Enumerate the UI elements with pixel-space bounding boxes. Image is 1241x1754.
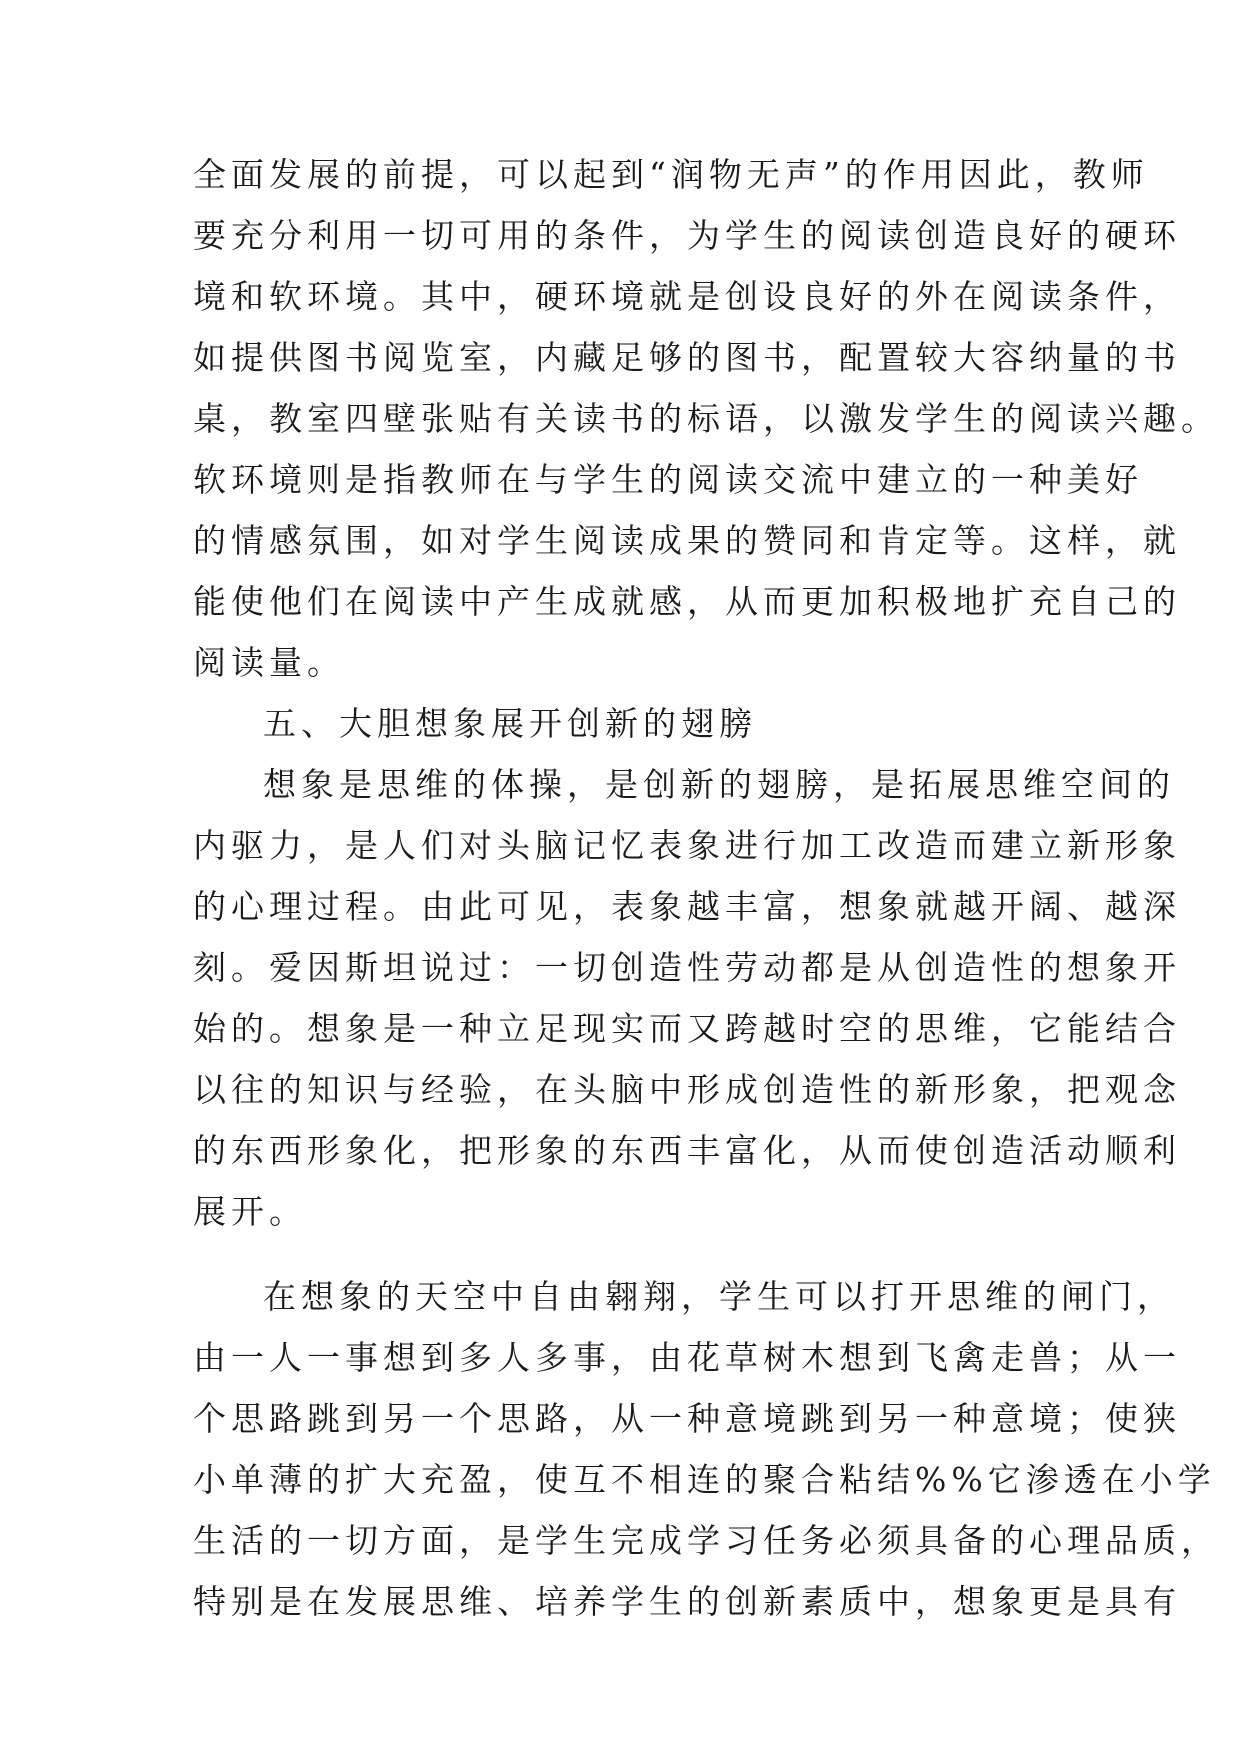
- text-line: 全面发展的前提，可以起到“润物无声”的作用因此，教师: [193, 155, 1149, 194]
- text-line: 能使他们在阅读中产生成就感，从而更加积极地扩充自己的: [193, 582, 1181, 621]
- text-line: 桌，教室四壁张贴有关读书的标语，以激发学生的阅读兴趣。: [193, 399, 1219, 438]
- text-line: 内驱力，是人们对头脑记忆表象进行加工改造而建立新形象: [193, 826, 1181, 865]
- text-line: 的东西形象化，把形象的东西丰富化，从而使创造活动顺利: [193, 1131, 1181, 1170]
- text-line: 要充分利用一切可用的条件，为学生的阅读创造良好的硬环: [193, 216, 1181, 255]
- text-line: 小单薄的扩大充盈，使互不相连的聚合粘结%%它渗透在小学: [193, 1460, 1216, 1499]
- text-line: 以往的知识与经验，在头脑中形成创造性的新形象，把观念: [193, 1070, 1181, 1109]
- text-line: 个思路跳到另一个思路，从一种意境跳到另一种意境；使狭: [193, 1399, 1181, 1438]
- text-line: 展开。: [193, 1192, 307, 1231]
- text-line: 的情感氛围，如对学生阅读成果的赞同和肯定等。这样，就: [193, 521, 1181, 560]
- text-line: 由一人一事想到多人多事，由花草树木想到飞禽走兽；从一: [193, 1338, 1181, 1377]
- text-line: 软环境则是指教师在与学生的阅读交流中建立的一种美好: [193, 460, 1143, 499]
- text-line: 在想象的天空中自由翱翔，学生可以打开思维的闸门，: [263, 1277, 1175, 1316]
- text-line: 刻。爱因斯坦说过：一切创造性劳动都是从创造性的想象开: [193, 948, 1181, 987]
- text-line: 的心理过程。由此可见，表象越丰富，想象就越开阔、越深: [193, 887, 1181, 926]
- text-line: 始的。想象是一种立足现实而又跨越时空的思维，它能结合: [193, 1009, 1181, 1048]
- document-body: [193, 155, 1219, 1646]
- text-line: 境和软环境。其中，硬环境就是创设良好的外在阅读条件，: [193, 277, 1181, 316]
- text-line: 如提供图书阅览室，内藏足够的图书，配置较大容纳量的书: [193, 338, 1181, 377]
- text-line: 特别是在发展思维、培养学生的创新素质中，想象更是具有: [193, 1582, 1181, 1621]
- text-line: 想象是思维的体操，是创新的翅膀，是拓展思维空间的: [263, 765, 1175, 804]
- text-line: 生活的一切方面，是学生完成学习任务必须具备的心理品质，: [193, 1521, 1219, 1560]
- text-line: 阅读量。: [193, 643, 345, 682]
- section-heading: 五、大胆想象展开创新的翅膀: [263, 704, 757, 743]
